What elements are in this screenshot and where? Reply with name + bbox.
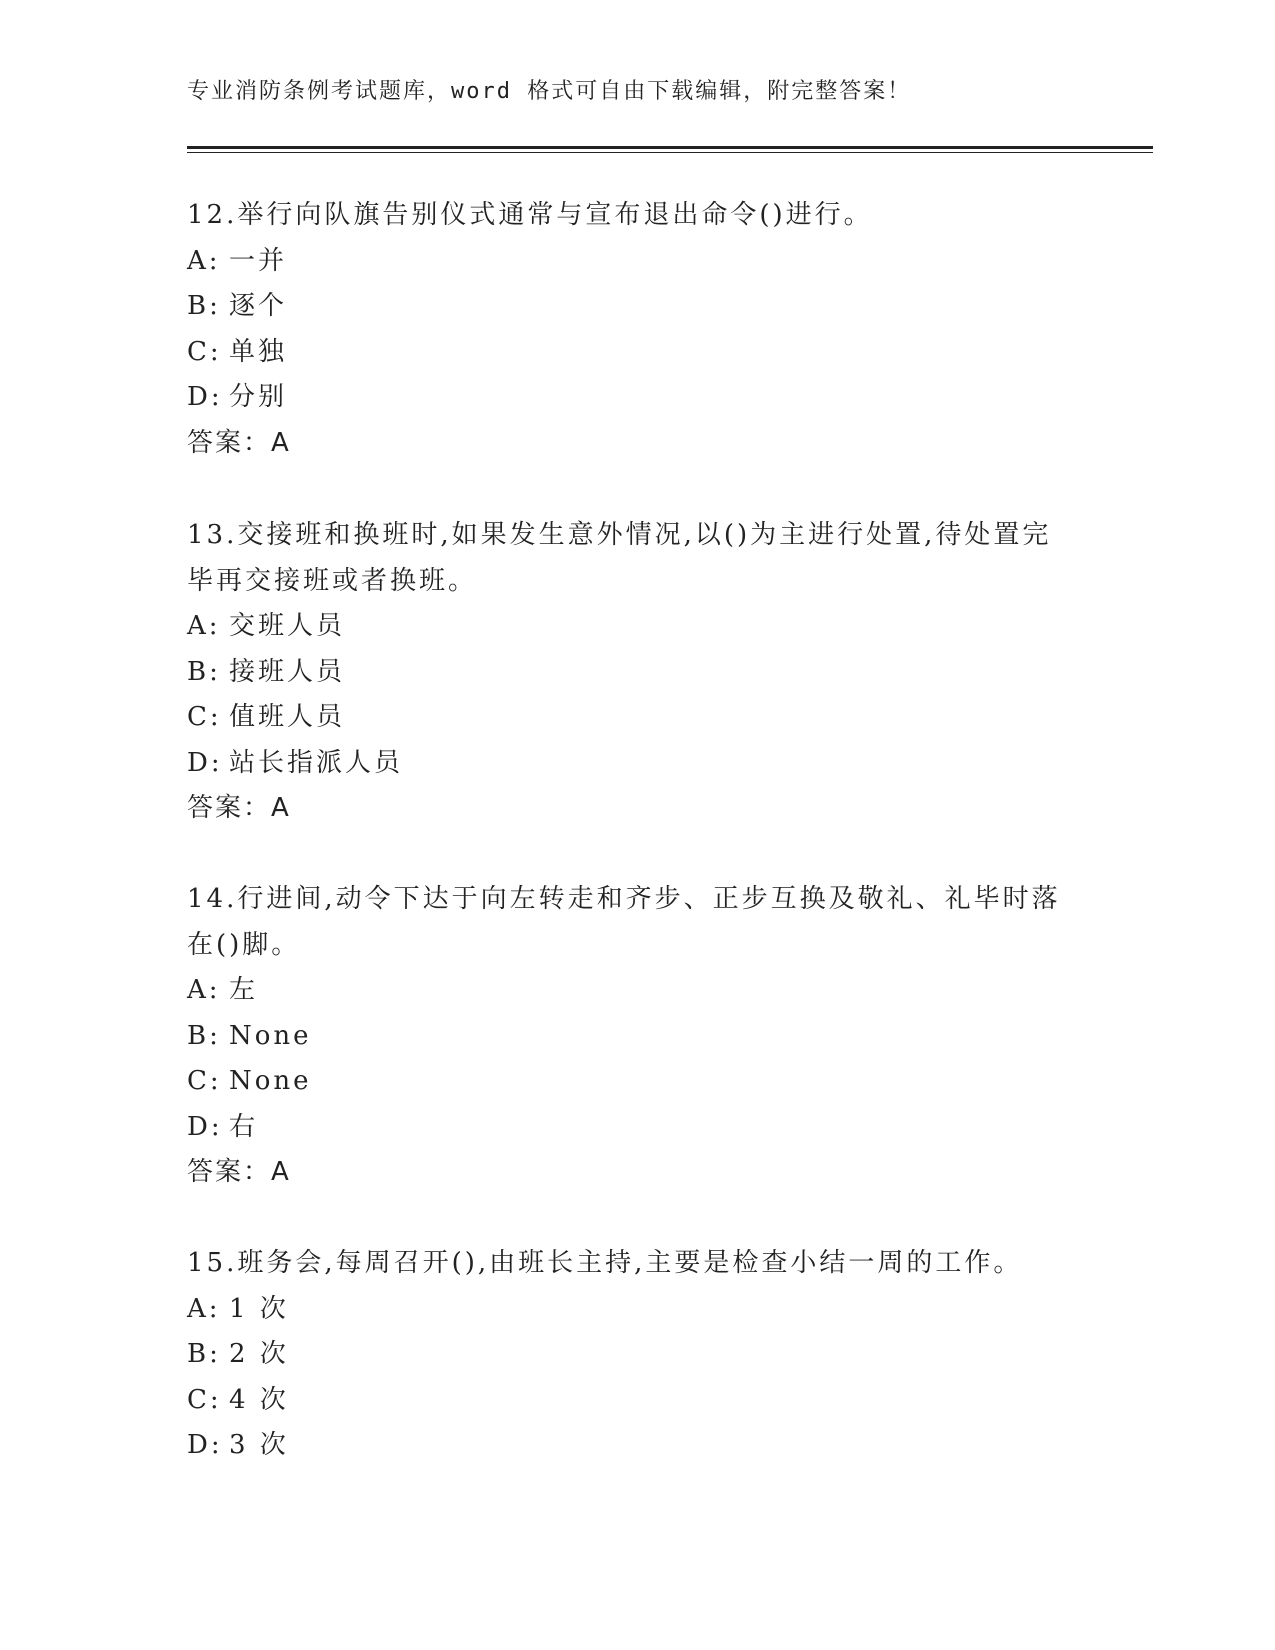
header-rule-thick	[187, 146, 1153, 149]
option-a: A: 左	[187, 975, 259, 1005]
option-c: C: 4 次	[187, 1384, 289, 1415]
question-text: 14.行进间,动令下达于向左转走和齐步、正步互换及敬礼、礼毕时落在()脚。	[187, 884, 1061, 960]
option-b: B: 2 次	[187, 1339, 289, 1369]
answer-line: 答案：A	[187, 793, 291, 823]
option-a: A: 一并	[187, 245, 288, 276]
option-c: C: 单独	[187, 336, 288, 367]
option-b: B: None	[187, 1020, 312, 1051]
option-a: A: 1 次	[187, 1293, 289, 1324]
option-c: C: 值班人员	[187, 702, 346, 732]
option-d: D: 3 次	[187, 1430, 289, 1460]
question-text: 12.举行向队旗告别仪式通常与宣布退出命令()进行。	[187, 200, 873, 230]
option-a: A: 交班人员	[187, 611, 346, 641]
question-text: 15.班务会,每周召开(),由班长主持,主要是检查小结一周的工作。	[187, 1248, 1023, 1278]
option-d: D: 右	[187, 1111, 259, 1142]
question-15	[187, 1241, 1067, 1469]
option-c: C: None	[187, 1066, 312, 1096]
option-d: D: 站长指派人员	[187, 747, 404, 778]
question-12	[187, 193, 1067, 466]
question-13	[187, 513, 1067, 832]
header-rule-thin	[187, 152, 1153, 153]
question-14	[187, 877, 1067, 1196]
answer-line: 答案：A	[187, 1157, 291, 1187]
answer-line: 答案：A	[187, 427, 291, 458]
question-text: 13.交接班和换班时,如果发生意外情况,以()为主进行处置,待处置完毕再交接班或者换班。	[187, 520, 1052, 596]
option-b: B: 逐个	[187, 291, 288, 321]
option-d: D: 分别	[187, 382, 288, 412]
option-b: B: 接班人员	[187, 656, 346, 687]
page-header: 专业消防条例考试题库，word 格式可自由下载编辑，附完整答案！	[187, 79, 912, 104]
